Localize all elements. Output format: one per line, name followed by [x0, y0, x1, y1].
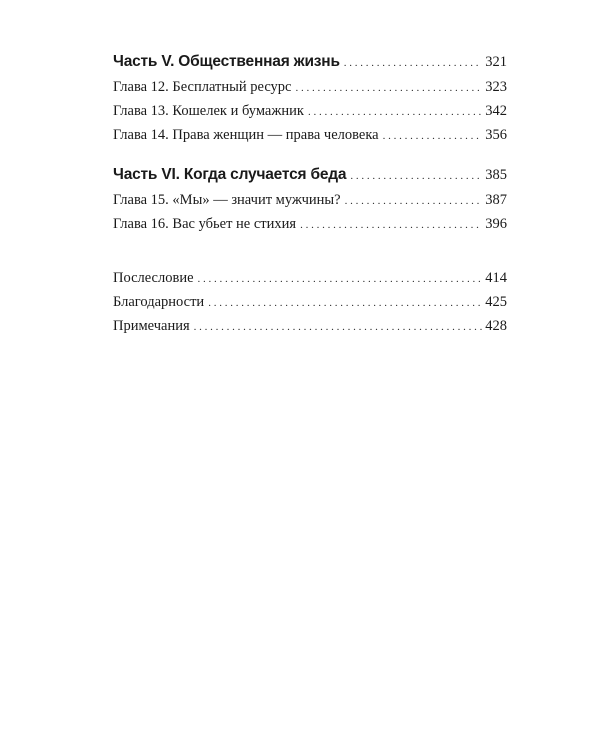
toc-entry-afterword	[113, 268, 507, 288]
toc-entry-title: Примечания	[113, 318, 190, 334]
toc-entry-title: Глава 14. Права женщин — права человека	[113, 127, 379, 143]
dot-leader	[344, 53, 482, 73]
toc-entry-part-6	[113, 165, 507, 185]
toc-entry-title: Часть VI. Когда случается беда	[113, 166, 347, 183]
toc-entry-chapter-12	[113, 77, 507, 97]
toc-entry-title: Глава 15. «Мы» — значит мужчины?	[113, 192, 341, 208]
dot-leader	[296, 78, 483, 98]
toc-entry-title: Часть V. Общественная жизнь	[113, 53, 340, 70]
toc-entry-page: 385	[485, 167, 507, 183]
toc-entry-page: 356	[485, 127, 507, 143]
toc-entry-chapter-13	[113, 101, 507, 121]
dot-leader	[300, 215, 482, 235]
dot-leader	[198, 269, 483, 289]
toc-entry-title: Глава 13. Кошелек и бумажник	[113, 103, 304, 119]
toc-entry-chapter-14	[113, 125, 507, 145]
dot-leader	[194, 317, 483, 337]
dot-leader	[345, 191, 483, 211]
dot-leader	[350, 166, 482, 186]
dot-leader	[383, 126, 483, 146]
toc-entry-page: 396	[485, 216, 507, 232]
toc-entry-part-5	[113, 52, 507, 72]
toc-entry-title: Глава 16. Вас убьет не стихия	[113, 216, 297, 232]
toc-entry-acknowledgements	[113, 292, 507, 312]
toc-entry-title: Послесловие	[113, 270, 194, 286]
toc-entry-page: 414	[485, 270, 507, 286]
dot-leader	[308, 102, 482, 122]
toc-entry-notes	[113, 316, 507, 336]
toc-entry-page: 428	[485, 318, 507, 334]
toc-entry-page: 387	[485, 192, 507, 208]
toc-entry-page: 425	[485, 294, 507, 310]
toc-entry-chapter-16	[113, 214, 507, 234]
toc-entry-page: 323	[485, 79, 507, 95]
toc-entry-page: 321	[485, 54, 507, 70]
toc-entry-page: 342	[485, 103, 507, 119]
toc-entry-chapter-15	[113, 190, 507, 210]
toc-entry-title: Глава 12. Бесплатный ресурс	[113, 79, 292, 95]
toc-entry-title: Благодарности	[113, 294, 205, 310]
dot-leader	[208, 293, 482, 313]
